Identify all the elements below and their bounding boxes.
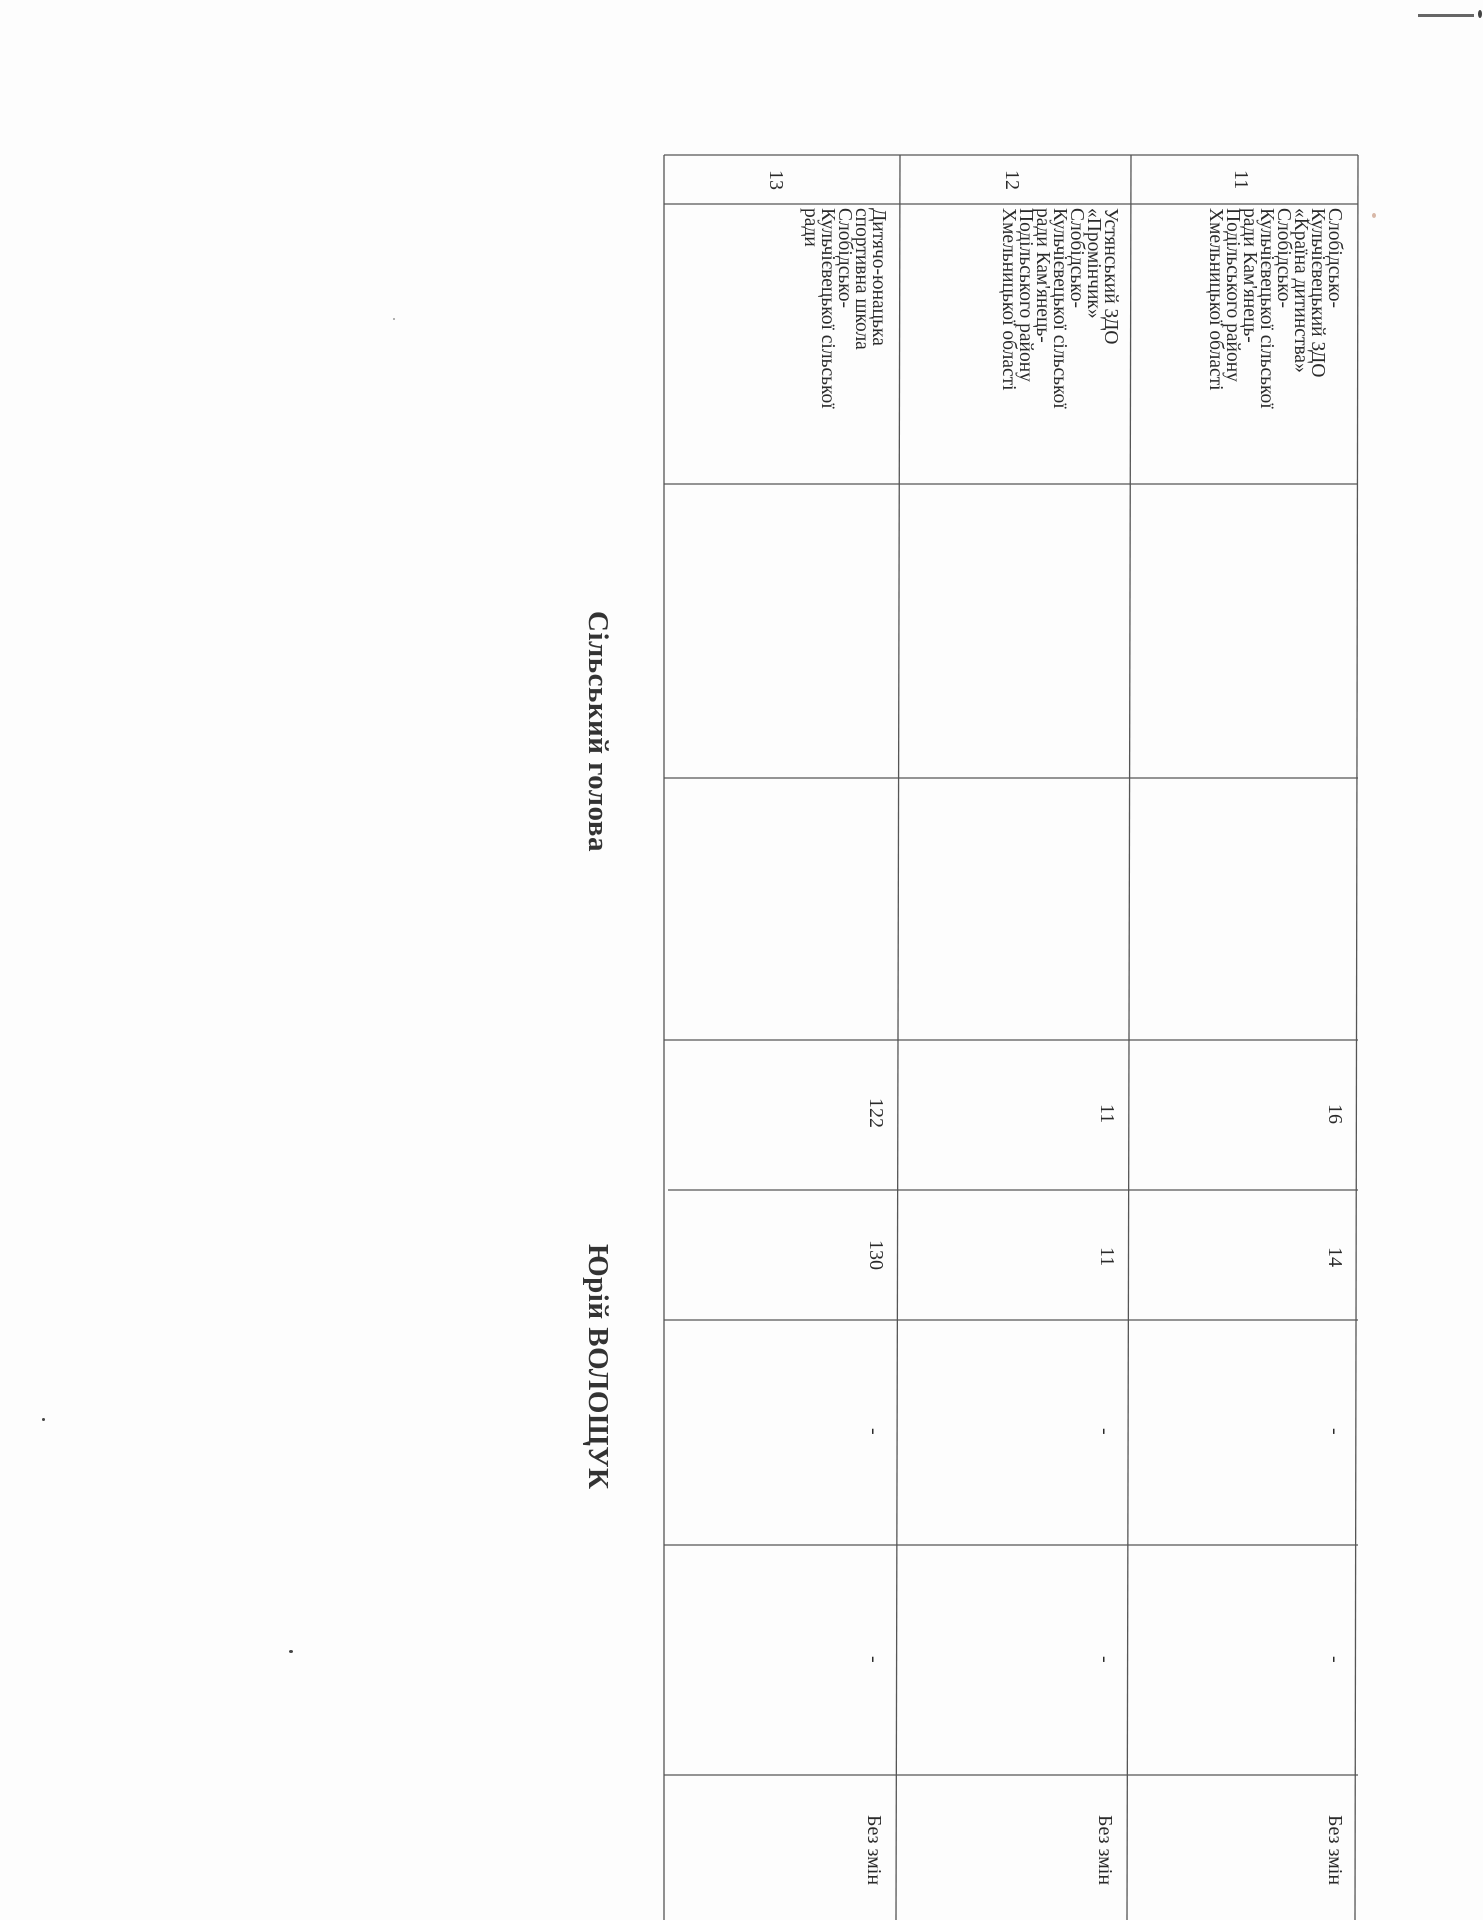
note-text: Без змін (863, 1815, 885, 1886)
institution-line: ради (800, 208, 821, 247)
institution-name-row-13 (802, 208, 887, 409)
signature-name: Юрій ВОЛОЩУК (582, 1244, 614, 1490)
scan-speck (1372, 213, 1376, 218)
institution-line: Слобідсько- (1273, 208, 1294, 309)
value-a: 16 (1324, 1104, 1346, 1124)
institution-line: Подільського району (1015, 208, 1036, 382)
institution-line: ради Кам'янець- (1032, 208, 1053, 343)
value-b: 14 (1324, 1247, 1346, 1267)
institution-line: Хмельницької області (998, 208, 1019, 391)
institution-line: Слобідсько- (1324, 208, 1345, 309)
scan-speck (289, 1650, 293, 1653)
institution-line: Слобідсько- (1066, 208, 1087, 309)
institution-line: «Промінчик» (1083, 208, 1104, 319)
institution-name-row-11 (1207, 208, 1343, 409)
institution-line: Кульчієвецької сільської (1049, 208, 1070, 409)
institution-line: Подільського району (1222, 208, 1243, 382)
institution-line: Устянський ЗДО (1100, 208, 1121, 345)
value-d: - (1094, 1656, 1116, 1663)
institution-line: Кульчієвецької сільської (817, 208, 838, 409)
institution-line: Кульчієвецький ЗДО (1307, 208, 1328, 378)
value-c: - (863, 1428, 885, 1435)
value-a: 11 (1096, 1104, 1118, 1124)
row-number: 12 (1001, 170, 1023, 190)
value-c: - (1094, 1428, 1116, 1435)
value-a: 122 (865, 1098, 887, 1128)
row-number: 11 (1230, 170, 1252, 190)
institution-line: ради Кам'янець- (1239, 208, 1260, 343)
institution-line: Хмельницької області (1205, 208, 1226, 391)
scan-mark (1418, 14, 1474, 17)
institution-name-row-12 (1000, 208, 1119, 409)
value-c: - (1324, 1428, 1346, 1435)
scan-speck (393, 318, 395, 320)
scan-speck (42, 1418, 45, 1421)
institution-line: «Країна дитинства» (1290, 208, 1311, 373)
note-text: Без змін (1324, 1815, 1346, 1886)
note-text: Без змін (1094, 1815, 1116, 1886)
row-number: 13 (765, 170, 787, 190)
institution-line: Кульчієвецької сільської (1256, 208, 1277, 409)
value-d: - (863, 1656, 885, 1663)
value-b: 130 (865, 1240, 887, 1270)
institution-line: Слобідсько- (834, 208, 855, 309)
value-d: - (1324, 1656, 1346, 1663)
scan-speck (1478, 10, 1482, 18)
signature-title: Сільський голова (582, 611, 614, 852)
value-b: 11 (1096, 1247, 1118, 1267)
institution-line: спортивна школа (851, 208, 872, 350)
institution-line: Дитячо-юнацька (868, 208, 889, 346)
